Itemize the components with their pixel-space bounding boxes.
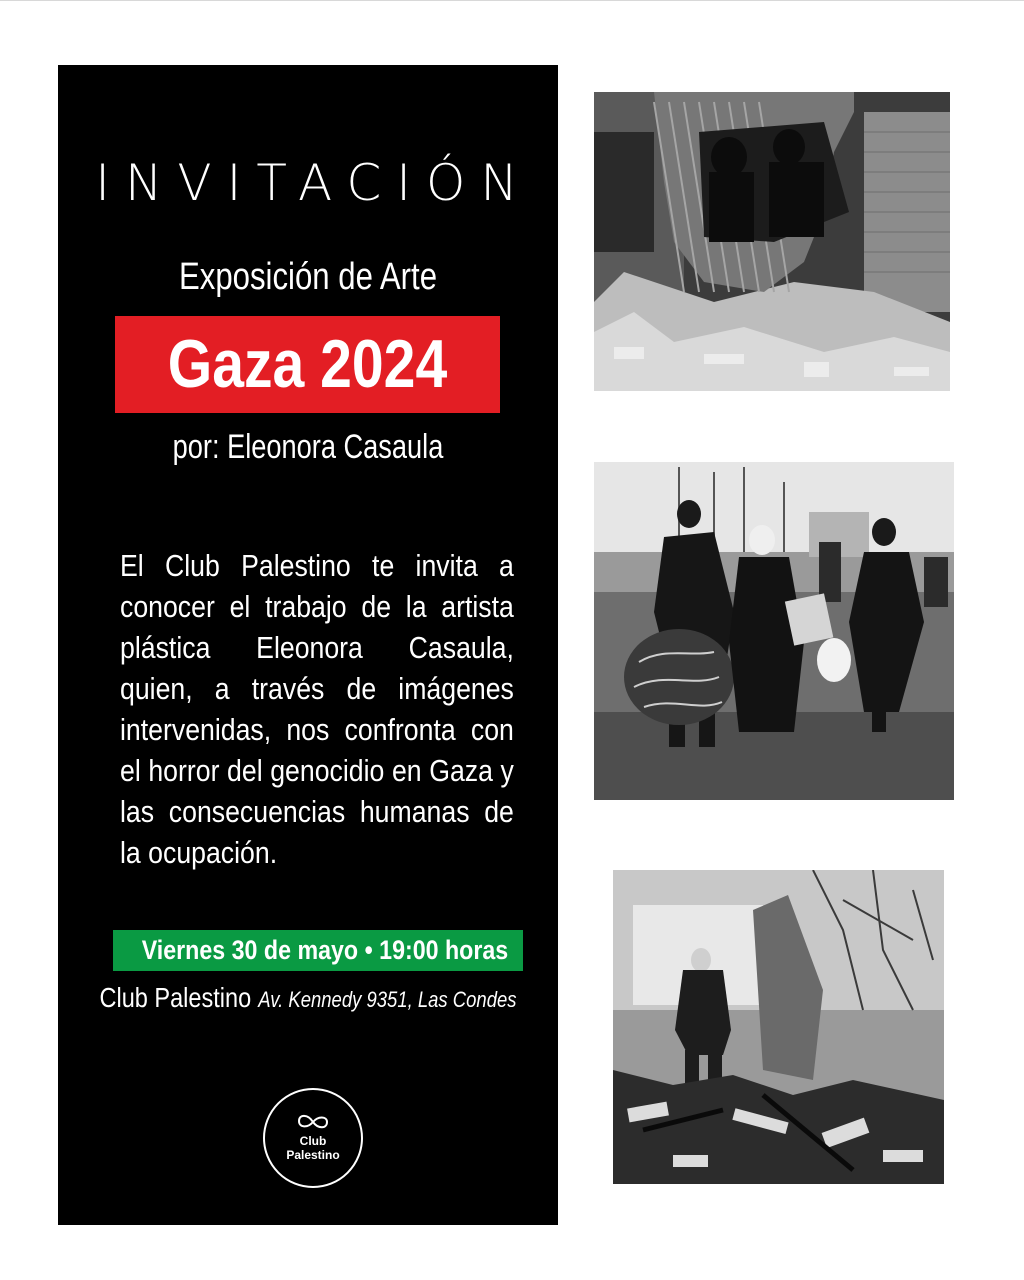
logo-text-line2: Palestino [286,1148,340,1162]
destroyed-building-photo [594,92,950,391]
exhibition-subtitle: Exposición de Arte [178,256,438,298]
invitation-title: INVITACIÓN [95,154,533,212]
displaced-people-walking-photo [594,462,954,800]
logo-text-line1: Club [299,1134,327,1148]
exhibition-name-banner [115,316,500,413]
venue-address: Av. Kennedy 9351, Las Condes [258,987,517,1012]
logo-text [265,1134,361,1162]
date-time: Viernes 30 de mayo • 19:00 horas [141,935,509,965]
author-line: por: Eleonora Casaula [172,428,444,466]
date-time-banner [113,930,523,971]
venue-name: Club Palestino [99,982,252,1013]
invitation-description: El Club Palestino te invita a conocer el trabajo de la artista plástica Eleonora Casaula, quien, a través de imágenes intervenidas, nos confronta con el horror del genocidio en Gaza y las consecuencias humanas de la ocupación. [120,548,514,870]
exhibition-name: Gaza 2024 [167,326,448,402]
top-divider [0,0,1024,1]
club-palestino-logo [263,1088,363,1188]
infinity-knot-icon [295,1112,331,1132]
venue-line [98,979,518,1022]
invitation-panel [58,65,558,1225]
man-in-rubble-photo [613,870,944,1184]
